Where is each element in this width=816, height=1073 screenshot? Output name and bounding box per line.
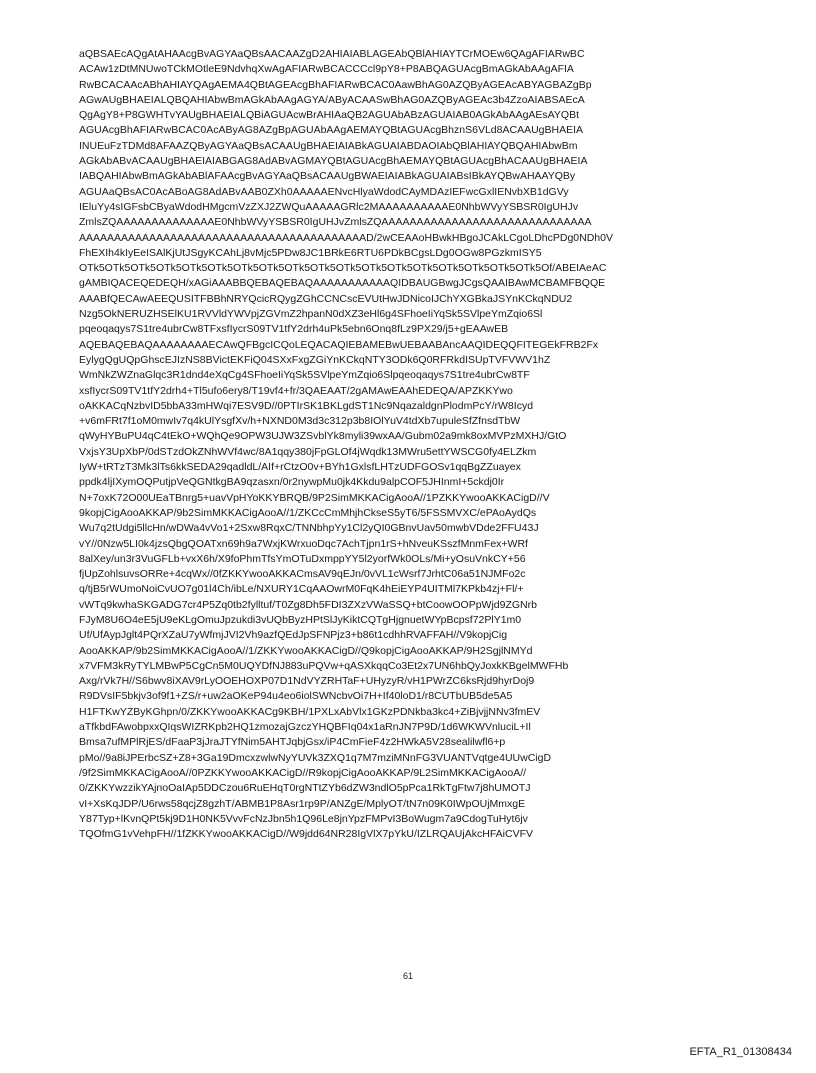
text-line: 0/ZKKYwzzikYAjnoOaIAp5DDCzou6RuEHqT0rgNTtZYb6dZW3ndlO5pPca1RkTgFtw7j8hUMOTJ: [79, 782, 531, 795]
text-line: AGUAaQBsAC0AcABoAG8AdABvAAB0ZXh0AAAAAENvcHlyaWdodCAyMDAzIEFwcGxlIENvbXB1dGVy: [79, 185, 569, 198]
text-line: EylygQgUQpGhscEJIzNS8BVictEKFiQ04SXxFxgZGiYnKCkqNTY3ODk6Q0RFRkdISUpTVFVWV1hZ: [79, 353, 551, 366]
text-line: pMo//9a8iJPErbcSZ+Z8+3Ga19DmcxzwlwNyYUVk3ZXQ1q7M7mziMNnFG3VUANTVqtge4UUwCigD: [79, 751, 552, 764]
text-line: pqeoqaqys7S1tre4ubrCw8TFxsfIycrS09TV1tfY2drh4uPk5ebn6Onq8fLz9PX29/j5+gEAAwEB: [79, 323, 509, 336]
page-number: 61: [402, 971, 413, 981]
text-line: Bmsa7ufMPlRjES/dFaaP3jJraJTYfNim5AHTJqbjGsx/iP4CmFieF4z2HWkA5V28sealilwfl6+p: [79, 736, 506, 749]
text-line: ZmlsZQAAAAAAAAAAAAAAE0NhbWVyYSBSR0IgUHJvZmlsZQAAAAAAAAAAAAAAAAAAAAAAAAAAAAAA: [79, 216, 592, 229]
text-line: qWyHYBuPU4qC4tEkO+WQhQe9OPW3UJW3ZSvblYk8myli39wxAA/Gubm02a9mk8oxMVPzMXHJ/GtO: [79, 430, 567, 443]
text-line: FhEXIh4kIyEeISAlKjUtJSgyKCAhLj8vMjc5PDw8JC1BRkE6RTU6PDkBCgsLDg0OGw8PGzkmISY5: [79, 246, 542, 259]
text-line: +v6mFRt7f1oM0mwIv7q4kUlYsgfXv/h+NXND0M3d3c312p3b8IOlYuV4tdXb7upuleSfZfnsdTbW: [79, 415, 521, 428]
text-line: aQBSAEcAQgAtAHAAcgBvAGYAaQBsAACAAZgD2AHIAIABLAGEAbQBlAHIAYTCrMOEw6QAgAFIARwBC: [79, 48, 585, 60]
text-line: H1FTKwYZByKGhpn/0/ZKKYwooAKKACg9KBH/1PXLxAbVlx1GKzPDNkba3kc4+ZiBjvjjNNv3fmEV: [79, 705, 541, 718]
text-line: vI+XsKqJDP/U6rws58qcjZ8gzhT/ABMB1P8Asr1rp9P/ANZgE/MplyOT/tN7n09K0IWpOUjMmxgE: [79, 797, 526, 810]
text-line: 8alXey/un3r3VuGFLb+vxX6h/X9foPhmTfsYmOTuDxmppYY5l2yorfWk0OLs/Mi+yOsuVnkCY+56: [79, 552, 526, 565]
text-line: AAABfQECAwAEEQUSITFBBhNRYQcicRQygZGhCCNCscEVUtHwJDNicoIJChYXGBkaJSYnKCkqNDU2: [79, 292, 573, 305]
text-line: AGkAbABvACAAUgBHAEIAIABGAG8AdABvAGMAYQBtAGUAcgBhAEMAYQBtAGUAcgBhACAAUgBHAEIA: [79, 155, 588, 168]
text-line: Uf/UfAypJglt4PQrXZaU7yWfmjJVI2Vh9azfQEdJpSFNPjz3+b86t1cdhhRVAFFAH//V9kopjCig: [79, 629, 508, 642]
encoded-text-block: [79, 47, 739, 842]
text-line: 9kopjCigAooAKKAP/9b2SimMKKACigAooA//1/ZKCcCmMhjhCkseS5yT6/5FSSMVXC/ePAoAydQs: [79, 506, 537, 519]
text-line: INUEuFzTDMd8AFAAZQByAGYAaQBsACAAUgBHAEIAIABkAGUAIABDAOIAbQBlAHIAYQBQAHIAbwBm: [79, 139, 578, 152]
text-line: IyW+tRTzT3Mk3lTs6kkSEDA29qadldL/AIf+rCtzO0v+BYh1GxlsfLHTzUDFGOSv1qqBgZZuayex: [79, 461, 521, 474]
text-line: x7VFM3kRyTYLMBwP5CgCn5M0UQYDfNJ883uPQVw+qASXkqqCo3Et2x7UN6hbQyJoxkKBgelMWFHb: [79, 659, 569, 672]
text-line: IEluYy4sIGFsbCByaWdodHMgcmVzZXJ2ZWQuAAAAAGRlc2MAAAAAAAAAAE0NhbWVyYSBSR0IgUHJv: [79, 200, 579, 213]
text-line: Axg/rVk7H//S6bwv8iXAV9rLyOOEHOXP07D1NdVYZRHTaF+UHyzyR/vH1PWrZC6ksRjd9hyrDoj9: [79, 675, 535, 688]
text-line: gAMBIQACEQEDEQH/xAGiAAABBQEBAQEBAQAAAAAAAAAAAQIDBAUGBwgJCgsQAAIBAwMCBAMFBQQE: [79, 277, 606, 290]
document-id-stamp: EFTA_R1_01308434: [689, 1046, 792, 1058]
text-line: Wu7q2tUdgi5llcHn/wDWa4vVo1+2Sxw8RqxC/TNNbhpYy1Cl2yQI0GBnvUav50mwbVDde2FFU43J: [79, 522, 539, 535]
text-line: VxjsY3UpXbP/0dSTzdOkZNhWVf4wc/8A1qqy380jFpGLOf4jWqdk13MWru5ettYWSCG0fy4ELZkm: [79, 445, 537, 458]
text-line: RwBCACAAcABhAHIAYQAgAEMA4QBtAGEAcgBhAFIARwBCAC0AawBhAG0AZQByAGEAcABYAGBAZgBp: [79, 78, 592, 91]
text-line: FJyM8U6O4eE5jU9eKLgOmuJpzukdi3vUQbByzHPtSlJyKiktCQTgHjgnuetWYpBcpsf72PlY1m0: [79, 613, 522, 626]
text-line: vWTq9kwhaSKGADG7cr4P5Zq0tb2fylltuf/T0Zg8Dh5FDI3ZXzVWaSSQ+btCoowOOPpWjd9ZGNrb: [79, 598, 537, 611]
text-line: OTk5OTk5OTk5OTk5OTk5OTk5OTk5OTk5OTk5OTk5OTk5OTk5OTk5OTk5OTk5OTk5OTk5OTk5Of/ABEIAeAC: [79, 262, 607, 275]
text-line: aTfkbdFAwobpxxQIqsWIZRKpb2HQ1zmozajGzczYHQBFIq04x1aRnJN7P9D/1d6WKWVnluciL+Il: [79, 721, 531, 734]
text-line: AGwAUgBHAEIALQBQAHIAbwBmAGkAbAAgAGYA/AByACAASwBhAG0AZQByAGEAc3b4ZzoAIABSAEcA: [79, 93, 585, 106]
text-line: fjUpZohlsuvsORRe+4cqWx//0fZKKYwooAKKACmsAV9qEJn/0vVL1cWsrf7JrhtC06a51NJMFo2c: [79, 568, 526, 581]
text-line: N+7oxK72O00UEaTBnrg5+uavVpHYoKKYBRQB/9P2SimMKKACigAooA//1PZKKYwooAKKACigD//V: [79, 491, 550, 504]
text-line: QgAgY8+P8GWHTvYAUgBHAEIALQBiAGUAcwBrAHIAaQB2AGUAbABzAGUAIAB0AGkAbAAgAEsAYQBt: [79, 109, 580, 122]
text-line: oAKKACqNzbvID5bbA33mHWqi7ESV9D//0PTIrSK1BKLgdST1Nc9NqazaldgnPlodmPcY/rW8Icyd: [79, 399, 534, 412]
text-line: AGUAcgBhAFIARwBCAC0AcAByAG8AZgBpAGUAbAAgAEMAYQBtAGUAcgBhznS6VLd8ACAAUgBHAEIA: [79, 124, 584, 137]
text-line: AQEBAQEBAQAAAAAAAAECAwQFBgcICQoLEQACAQIEBAMEBwUEBAABAncAAQIDEQQFITEGEkFRB2Fx: [79, 338, 599, 351]
text-line: ppdk4ljIXymOQPutjpVeQGNtkgBA9qzasxn/0r2nywpMu0jk4Kkdu9alpCOF5JHInmI+5ckdj0Ir: [79, 476, 505, 489]
text-line: ACAw1zDtMNUwoTCkMOtleE9NdvhqXwAgAFIARwBCACCCcl9pY8+P8ABQAGUAcgBmAGkAbAAgAFIA: [79, 63, 574, 76]
text-line: /9f2SimMKKACigAooA//0PZKKYwooAKKACigD//R9kopjCigAooAKKAP/9L2SimMKKACigAooA//: [79, 766, 527, 779]
text-line: WmNkZWZnaGlqc3R1dnd4eXqCg4SFhoeIiYqSk5SVlpeYmZqio6Slpqeoqaqys7S1tre4ubrCw8TF: [79, 369, 530, 382]
text-line: xsfIycrS09TV1tfY2drh4+Tl5ufo6ery8/T19vf4+fr/3QAEAAT/2gAMAwEAAhEDEQA/APZKKYwo: [79, 384, 513, 397]
text-line: vY//0Nzw5LI0k4jzsQbgQOATxn69h9a7WxjKWrxuoDqc7AchTjpn1rS+hNveuKSszfMnmFex+WRf: [79, 537, 528, 550]
text-line: AAAAAAAAAAAAAAAAAAAAAAAAAAAAAAAAAAAAAAAAAD/2wCEAAoHBwkHBgoJCAkLCgoLDhcPDg0NDh0V: [79, 231, 613, 244]
text-line: AooAKKAP/9b2SimMKKACigAooA//1/ZKKYwooAKKACigD//Q9kopjCigAooAKKAP/9H2SgjlNMYd: [79, 644, 533, 657]
text-line: IABQAHIAbwBmAGkAbABlAFAAcgBvAGYAaQBsACAAUgBWAEIAIABkAGUAIABsIBkAYQBwAHAAYQBy: [79, 170, 576, 183]
text-line: Y87Typ+lKvnQPt5kj9D1H0NK5VvvFcNzJbn5h1Q96Le8jnYpzFMPvI3BoWugm7a9CdogTuHyt6jv: [79, 812, 528, 825]
text-line: R9DVsIF5bkjv3of9f1+ZS/r+uw2aOKeP94u4eo6iolSWNcbvOi7H+If40loD1/r8CUTbUB5de5A5: [79, 690, 513, 703]
text-line: Nzg5OkNERUZHSElKU1RVVldYWVpjZGVmZ2hpanN0dXZ3eHl6g4SFhoeIiYqSk5SVlpeYmZqio6Sl: [79, 308, 543, 321]
text-line: q/tjB5rWUmoNoiCvUO7g01l4Ch/ibLe/NXURY1CqAAOwrM0FqK4hEiEYP4UITMl7KPkb4zj+Fl/+: [79, 583, 524, 596]
text-line: TQOfmG1vVehpFH//1fZKKYwooAKKACigD//W9jdd64NR28IgVlX7pYkU/IZLRQAUjAkcHFAiCVFV: [79, 828, 533, 841]
